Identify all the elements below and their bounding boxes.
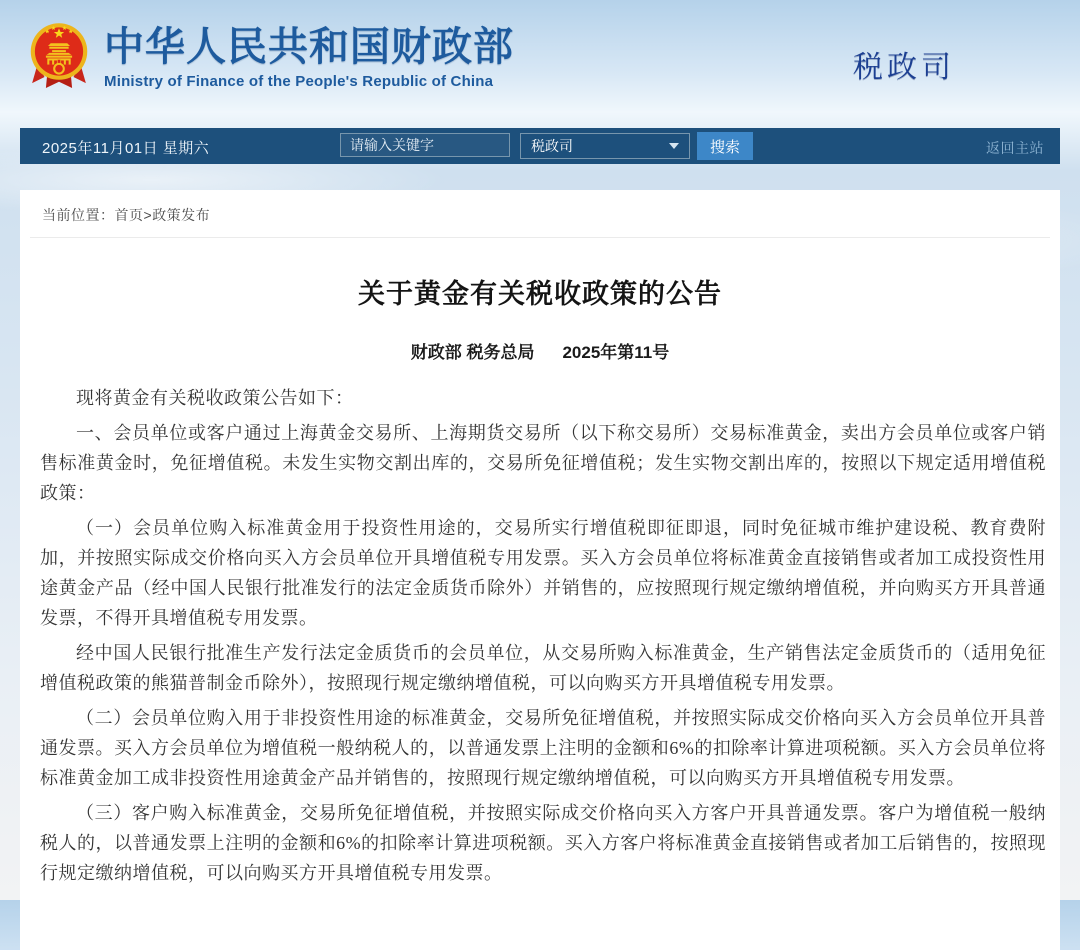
doc-paragraph: 经中国人民银行批准生产发行法定金质货币的会员单位，从交易所购入标准黄金，生产销售法定金质货币的（适用免征增值税政策的熊猫普制金币除外），按照现行规定缴纳增值税，可以向购买方开具增值税专用发票。 <box>40 643 1046 693</box>
doc-paragraph: 一、会员单位或客户通过上海黄金交易所、上海期货交易所（以下称交易所）交易标准黄金，卖出方会员单位或客户销售标准黄金时，免征增值税。未发生实物交割出库的，交易所免征增值税；发生实物交割出库的，按照以下规定适用增值税政策： <box>40 423 1046 503</box>
doc-paragraph: （二）会员单位购入用于非投资性用途的标准黄金，交易所免征增值税，并按照实际成交价格向买入方会员单位开具普通发票。买入方会员单位为增值税一般纳税人的，以普通发票上注明的金额和6%的扣除率计算进项税额。买入方会员单位将标准黄金加工成非投资性用途黄金产品并销售的，按照现行规定缴纳增值税，可以向购买方开具增值税专用发票。 <box>40 708 1046 788</box>
department-name: 税政司 <box>853 51 955 84</box>
breadcrumb-separator: > <box>143 207 153 223</box>
document-number: 2025年第11号 <box>562 343 670 362</box>
breadcrumb-home-link[interactable]: 首页 <box>114 207 144 223</box>
content-panel <box>20 190 1060 950</box>
document-title: 关于黄金有关税收政策的公告 <box>358 279 722 309</box>
national-emblem-icon <box>28 16 90 98</box>
return-main-site-link[interactable]: 返回主站 <box>986 140 1044 156</box>
breadcrumb-divider <box>30 237 1050 238</box>
search-button[interactable]: 搜索 <box>697 132 753 160</box>
document-issuer: 财政部 税务总局 <box>410 343 535 362</box>
search-scope-select[interactable] <box>520 133 690 159</box>
site-subtitle-en: Ministry of Finance of the People's Republic of China <box>104 73 494 90</box>
breadcrumb-current-link[interactable]: 政策发布 <box>152 207 211 223</box>
current-date: 2025年11月01日 星期六 <box>42 140 210 157</box>
breadcrumb-prefix: 当前位置： <box>42 207 115 223</box>
search-input[interactable] <box>340 133 510 157</box>
doc-paragraph: 现将黄金有关税收政策公告如下： <box>76 388 354 408</box>
document-meta <box>20 338 1060 363</box>
search-scope-value: 税政司 <box>531 138 573 154</box>
chevron-down-icon <box>669 143 679 149</box>
document-body <box>40 383 1046 888</box>
site-title: 中华人民共和国财政部 <box>104 25 514 69</box>
doc-paragraph: （三）客户购入标准黄金，交易所免征增值税，并按照实际成交价格向买入方客户开具普通发票。客户为增值税一般纳税人的，以普通发票上注明的金额和6%的扣除率计算进项税额。买入方客户将标准黄金直接销售或者加工后销售的，按照现行规定缴纳增值税，可以向购买方开具增值税专用发票。 <box>40 803 1046 883</box>
doc-paragraph: （一）会员单位购入标准黄金用于投资性用途的，交易所实行增值税即征即退，同时免征城市维护建设税、教育费附加，并按照实际成交价格向买入方会员单位开具增值税专用发票。买入方会员单位将标准黄金直接销售或者加工成投资性用途黄金产品（经中国人民银行批准发行的法定金质货币除外）并销售的，应按照现行规定缴纳增值税，并向购买方开具普通发票，不得开具增值税专用发票。 <box>40 518 1046 628</box>
site-header <box>0 0 1080 128</box>
top-navbar <box>20 128 1060 164</box>
breadcrumb <box>20 190 1060 225</box>
